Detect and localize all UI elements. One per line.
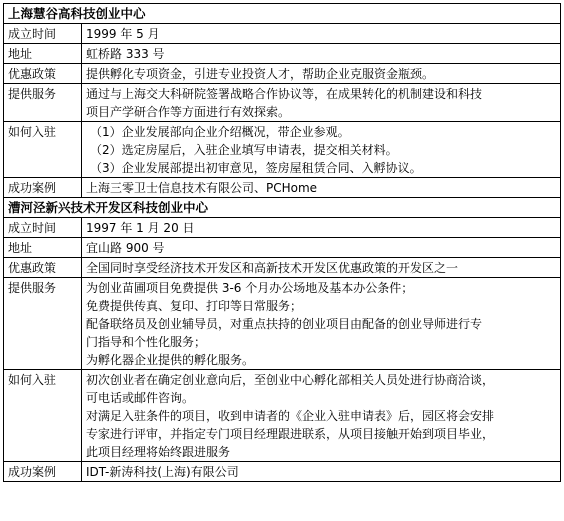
table-row <box>4 238 561 258</box>
value-line: 上海三零卫士信息技术有限公司、PCHome <box>86 181 318 195</box>
table-row <box>4 462 561 482</box>
row-label: 成立时间 <box>4 218 82 238</box>
table-row <box>4 218 561 238</box>
value-line: 初次创业者在确定创业意向后，至创业中心孵化部相关人员处进行协商洽谈， <box>86 373 495 387</box>
value-line: 虹桥路 333 号 <box>86 47 165 61</box>
row-value <box>82 370 561 462</box>
value-line: 提供孵化专项资金，引进专业投资人才，帮助企业克服资金瓶颈。 <box>86 67 435 81</box>
row-value <box>82 278 561 370</box>
table-row <box>4 178 561 198</box>
row-value <box>82 64 561 84</box>
row-value <box>82 238 561 258</box>
row-label: 地址 <box>4 44 82 64</box>
value-line: 通过与上海交大科研院签署战略合作协议等，在成果转化的机制建设和科技 <box>86 87 483 101</box>
row-value <box>82 44 561 64</box>
value-line: 此项目经理将始终跟进服务 <box>86 445 231 459</box>
row-label: 成功案例 <box>4 178 82 198</box>
row-label: 提供服务 <box>4 278 82 370</box>
value-line: 可电话或邮件咨询。 <box>86 391 195 405</box>
row-label: 如何入驻 <box>4 370 82 462</box>
row-value <box>82 218 561 238</box>
value-line: （3）企业发展部提出初审意见，签房屋租赁合同、入孵协议。 <box>90 161 422 175</box>
table-row <box>4 64 561 84</box>
value-line: 门指导和个性化服务； <box>86 335 207 349</box>
table-row <box>4 278 561 370</box>
row-label: 成立时间 <box>4 24 82 44</box>
row-value <box>82 122 561 178</box>
section-header-row <box>4 4 561 24</box>
row-value <box>82 462 561 482</box>
value-line: 免费提供传真、复印、打印等日常服务； <box>86 299 303 313</box>
row-value <box>82 258 561 278</box>
row-label: 提供服务 <box>4 84 82 122</box>
value-line: 配备联络员及创业辅导员，对重点扶持的创业项目由配备的创业导师进行专 <box>86 317 483 331</box>
value-line: 1997 年 1 月 20 日 <box>86 221 195 235</box>
row-label: 优惠政策 <box>4 258 82 278</box>
row-value <box>82 24 561 44</box>
table-row <box>4 122 561 178</box>
row-label: 优惠政策 <box>4 64 82 84</box>
row-label: 如何入驻 <box>4 122 82 178</box>
table-row <box>4 44 561 64</box>
value-line: （1）企业发展部向企业介绍概况，带企业参观。 <box>90 125 350 139</box>
value-line: 为创业苗圃项目免费提供 3-6 个月办公场地及基本办公条件； <box>86 281 414 295</box>
value-line: 宜山路 900 号 <box>86 241 165 255</box>
table-row <box>4 24 561 44</box>
value-line: （2）选定房屋后，入驻企业填写申请表，提交相关材料。 <box>90 143 398 157</box>
table-row <box>4 370 561 462</box>
section-title: 漕河泾新兴技术开发区科技创业中心 <box>4 198 561 218</box>
section-header-row <box>4 198 561 218</box>
row-label: 地址 <box>4 238 82 258</box>
value-line: IDT-新涛科技(上海)有限公司 <box>86 465 239 479</box>
table-row <box>4 84 561 122</box>
table-row <box>4 258 561 278</box>
row-value <box>82 84 561 122</box>
value-line: 1999 年 5 月 <box>86 27 160 41</box>
section-title: 上海慧谷高科技创业中心 <box>4 4 561 24</box>
value-line: 专家进行评审，并指定专门项目经理跟进联系，从项目接触开始到项目毕业， <box>86 427 495 441</box>
value-line: 全国同时享受经济技术开发区和高新技术开发区优惠政策的开发区之一 <box>86 261 459 275</box>
value-line: 对满足入驻条件的项目，收到申请者的《企业入驻申请表》后，园区将会安排 <box>86 409 495 423</box>
value-line: 为孵化器企业提供的孵化服务。 <box>86 353 255 367</box>
row-value <box>82 178 561 198</box>
row-label: 成功案例 <box>4 462 82 482</box>
incubator-info-table <box>3 3 561 482</box>
value-line: 项目产学研合作等方面进行有效探索。 <box>86 105 291 119</box>
